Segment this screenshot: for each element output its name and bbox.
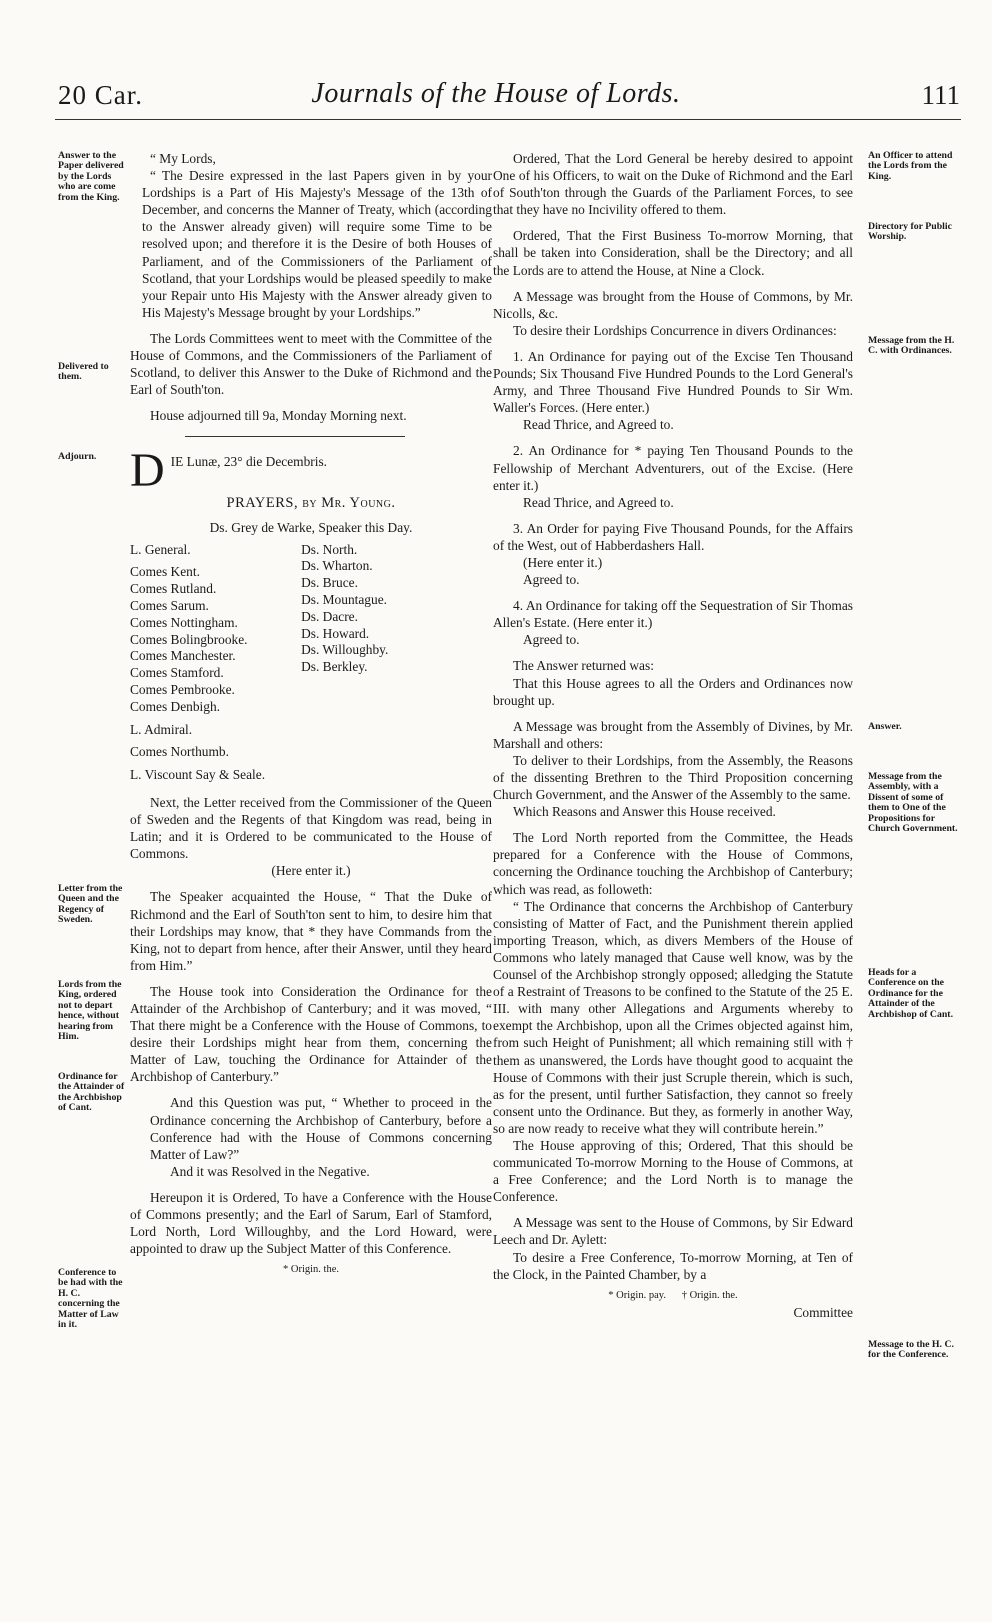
- conference-paragraph: Hereupon it is Ordered, To have a Conference with the House of Commons presently; and the Earl of Sarum, Earl of Stamford, Lord North, Lord Willoughby, and the Lord Howard, were appointed to draw up the Subject Matter of this Conference.: [130, 1189, 492, 1257]
- adjourn-paragraph: House adjourned till 9a, Monday Morning next.: [150, 408, 407, 424]
- margin-note-answer: Answer to the Paper delivered by the Lords who are come from the King.: [58, 150, 124, 203]
- attendee-right: Ds. Berkley.: [301, 659, 368, 675]
- letter-sweden-enter: (Here enter it.): [271, 863, 351, 879]
- resolved-paragraph: And it was Resolved in the Negative.: [170, 1163, 370, 1179]
- prayers-line: PRAYERS, by Mr. Young.: [226, 495, 396, 512]
- footnote-left: * Origin. the.: [283, 1264, 339, 1276]
- running-head-title: Journals of the House of Lords.: [311, 78, 681, 109]
- attendee-left: L. Viscount Say & Seale.: [130, 767, 266, 783]
- message-commons-paragraph: A Message was brought from the House of Commons, by Mr. Nicolls, &c.: [493, 288, 853, 321]
- attendee-left: Comes Sarum.: [130, 597, 209, 613]
- north-report-paragraph: The Lord North reported from the Committee, the Heads prepared for a Conference with the House of Commons, concerning the Ordinance touching the Archbishop of Canterbury; which was read, as followeth:: [493, 830, 853, 897]
- margin-note-directory: Directory for Public Worship.: [868, 221, 952, 243]
- attendance-left: [130, 542, 265, 784]
- catchword: Committee: [793, 1304, 853, 1320]
- ordinance-4: 4. An Ordinance for taking off the Sequestration of Sir Thomas Allen's Estate. (Here enter it.): [493, 598, 853, 631]
- attendee-right: Ds. North.: [301, 541, 358, 557]
- attendee-left: Comes Pembrooke.: [130, 681, 235, 697]
- attendee-left: Comes Kent.: [130, 564, 200, 580]
- attendee-left: Comes Nottingham.: [130, 614, 238, 630]
- footnotes-right: * Origin. pay. † Origin. the.: [608, 1289, 738, 1301]
- ordinance-4-result: Agreed to.: [523, 632, 580, 648]
- right-column: [493, 150, 853, 1321]
- date-heading: [130, 444, 492, 498]
- margin-note-ordinance: Ordinance for the Attainder of the Archbishop of Cant.: [58, 1071, 125, 1114]
- ordinance-2: 2. An Ordinance for * paying Ten Thousand Pounds to the Fellowship of Merchant Adventurers, out of the Excise. (Here enter it.): [493, 443, 853, 493]
- attendance-right: [301, 542, 388, 784]
- left-column: [130, 150, 492, 1278]
- attendee-right: Ds. Mountague.: [301, 591, 387, 607]
- ordinance-attainder-paragraph: The House took into Consideration the Ordinance for the Attainder of the Archbishop of Canterbury; and it was moved, “ That there might be a Conference with the House of Commons, to desire their Lordships might hear from them, concerning the Matter of Law, touching the Ordinance for Attainder of the Archbishop of Canterbury.”: [130, 983, 492, 1085]
- concurrence-paragraph: To desire their Lordships Concurrence in divers Ordinances:: [513, 322, 837, 338]
- ordinance-1-result: Read Thrice, and Agreed to.: [523, 417, 674, 433]
- answer-returned: The Answer returned was:: [513, 658, 654, 674]
- ordinance-3-enter: (Here enter it.): [523, 554, 603, 570]
- officer-paragraph: Ordered, That the Lord General be hereby desired to appoint One of his Officers, to wait on the Duke of Richmond and the Earl of South'ton through the Guards of the Parliament Forces, to see that they have no Incivility offered to them.: [493, 151, 853, 218]
- attendee-left: L. Admiral.: [130, 721, 193, 737]
- attendance-list: [130, 542, 492, 784]
- answer-text: That this House agrees to all the Orders and Ordinances now brought up.: [493, 675, 853, 708]
- attendee-left: Comes Manchester.: [130, 648, 236, 664]
- margin-note-adjourn: Adjourn.: [58, 451, 97, 462]
- delivered-paragraph: The Lords Committees went to meet with the Committee of the House of Commons, and the Commissioners of the Parliament of Scotland, to deliver this Answer to the Duke of Richmond and the Earl of South'ton.: [130, 330, 492, 398]
- letter-salutation: “ My Lords,: [150, 151, 216, 166]
- margin-note-message: Message from the H. C. with Ordinances.: [868, 335, 955, 357]
- ordinance-1: 1. An Ordinance for paying out of the Excise Ten Thousand Pounds; Six Thousand Five Hundred Pounds to the Lord General's Army, and Three Thousand Five Hundred Pounds to Sir Wm. Waller's Forces. (Here enter.): [493, 348, 853, 416]
- date-line: IE Lunæ, 23° die Decembris.: [170, 454, 328, 470]
- divines-received: Which Reasons and Answer this House received.: [513, 804, 776, 820]
- margin-note-heads: Heads for a Conference on the Ordinance for the Attainder of the Archbishop of Cant.: [868, 967, 954, 1020]
- attendee-left: Comes Northumb.: [130, 744, 229, 760]
- speaker-acquainted-paragraph: The Speaker acquainted the House, “ That the Duke of Richmond and the Earl of South'ton sent to him, to desire him that their Lordships may know, that * they have Commands from the King, not to depart from hence, after their Answer, until they heard from Him.”: [130, 889, 492, 973]
- heads-text: “ The Ordinance that concerns the Archbishop of Canterbury consisting of Matter of Fact, and the Punishment therein applied importing Treason, which, as divers Members of the House of Commons who lately managed that Cause well know, was by the Counsel of the Archbishop strongly opposed; alledging the Statute of a Restraint of Treasons to be confined to the Statute of the 25 E. III. with many other Allegations and Arguments whereby to exempt the Archbishop, upon all the Crimes objected against him, from such Height of Punishment; all which remaining still with † them as unanswered, the Lords have thought good to acquaint the House of Commons with their just Scruple therein, which is such, as for the present, until further Satisfaction, they cannot so freely consent unto the Ordinance. But they, as formerly in another Way, so are now ready to receive what they will contribute herein.”: [493, 898, 853, 1136]
- divines-text: To deliver to their Lordships, from the Assembly, the Reasons of the dissenting Brethren to the Third Proposition concerning Church Government, and the Answer of the Assembly to the same.: [493, 752, 853, 803]
- ordinance-3-result: Agreed to.: [523, 572, 580, 588]
- margin-note-letter: Letter from the Queen and the Regency of Sweden.: [58, 883, 123, 926]
- attendee-left: Comes Denbigh.: [130, 698, 221, 714]
- message-divines-paragraph: A Message was brought from the Assembly of Divines, by Mr. Marshall and others:: [493, 718, 853, 751]
- speaker-line: Ds. Grey de Warke, Speaker this Day.: [209, 519, 413, 535]
- margin-note-conference: Conference to be had with the H. C. concerning the Matter of Law in it.: [58, 1267, 123, 1331]
- margin-note-message-conference: Message to the H. C. for the Conference.: [868, 1339, 954, 1361]
- page-number: 111: [921, 80, 960, 110]
- directory-paragraph: Ordered, That the First Business To-morrow Morning, that shall be taken into Consideration, shall be the Directory; and all the Lords are to attend the House, at Nine a Clock.: [493, 228, 853, 278]
- attendee-right: Ds. Bruce.: [301, 575, 358, 591]
- attendee-left: Comes Stamford.: [130, 665, 224, 681]
- ordinance-2-result: Read Thrice, and Agreed to.: [523, 494, 674, 510]
- attendee-right: Ds. Wharton.: [301, 558, 373, 574]
- approving-paragraph: The House approving of this; Ordered, That this should be communicated To-morrow Morning to the House of Commons, at a Free Conference; and the Lord North is to manage the Conference.: [493, 1137, 853, 1205]
- margin-note-lords-king: Lords from the King, ordered not to depart hence, without hearing from Him.: [58, 979, 122, 1043]
- section-rule: [185, 436, 405, 437]
- date-dropcap: D: [130, 444, 165, 498]
- attendee-left: L. General.: [130, 541, 191, 557]
- attendee-right: Ds. Willoughby.: [301, 642, 389, 658]
- attendee-right: Ds. Dacre.: [301, 608, 358, 624]
- attendee-left: Comes Rutland.: [130, 581, 217, 597]
- letter-sweden-paragraph: Next, the Letter received from the Commissioner of the Queen of Sweden and the Regents of that Kingdom was read, being in Latin; and it is Ordered to be communicated to the House of Commons.: [130, 794, 492, 862]
- page-header: [0, 76, 992, 116]
- letter-body: “ The Desire expressed in the last Papers given in by your Lordships is a Part of His Majesty's Message of the 13th of December, and concerns the Manner of Treaty, which (according to the Answer already given) will require some Time to be resolved upon; and therefore it is the Desire of both Houses of Parliament, and of the Commissioners of the Parliament of Scotland, that your Lordships would be pleased speedily to make your Repair unto His Majesty with the Answer already given to His Majesty's Message brought by your Lordships.”: [142, 168, 492, 320]
- header-rule: [55, 119, 961, 120]
- running-head-regnal: 20 Car.: [58, 80, 143, 110]
- margin-note-assembly: Message from the Assembly, with a Dissent of some of them to One of the Propositions for Church Government.: [868, 771, 958, 835]
- attendee-left: Comes Bolingbrooke.: [130, 631, 248, 647]
- margin-note-officer: An Officer to attend the Lords from the King.: [868, 150, 953, 182]
- message-sent-paragraph: A Message was sent to the House of Commons, by Sir Edward Leech and Dr. Aylett:: [493, 1215, 853, 1248]
- margin-note-delivered: Delivered to them.: [58, 361, 109, 383]
- margin-note-answer: Answer.: [868, 721, 902, 732]
- ordinance-3: 3. An Order for paying Five Thousand Pounds, for the Affairs of the West, out of Habberdashers Hall.: [493, 520, 853, 553]
- attendee-right: Ds. Howard.: [301, 625, 370, 641]
- free-conference-paragraph: To desire a Free Conference, To-morrow Morning, at Ten of the Clock, in the Painted Chamber, by a: [493, 1249, 853, 1282]
- question-paragraph: And this Question was put, “ Whether to proceed in the Ordinance concerning the Archbishop of Canterbury, before a Conference had with the House of Commons concerning Matter of Law?”: [150, 1095, 492, 1162]
